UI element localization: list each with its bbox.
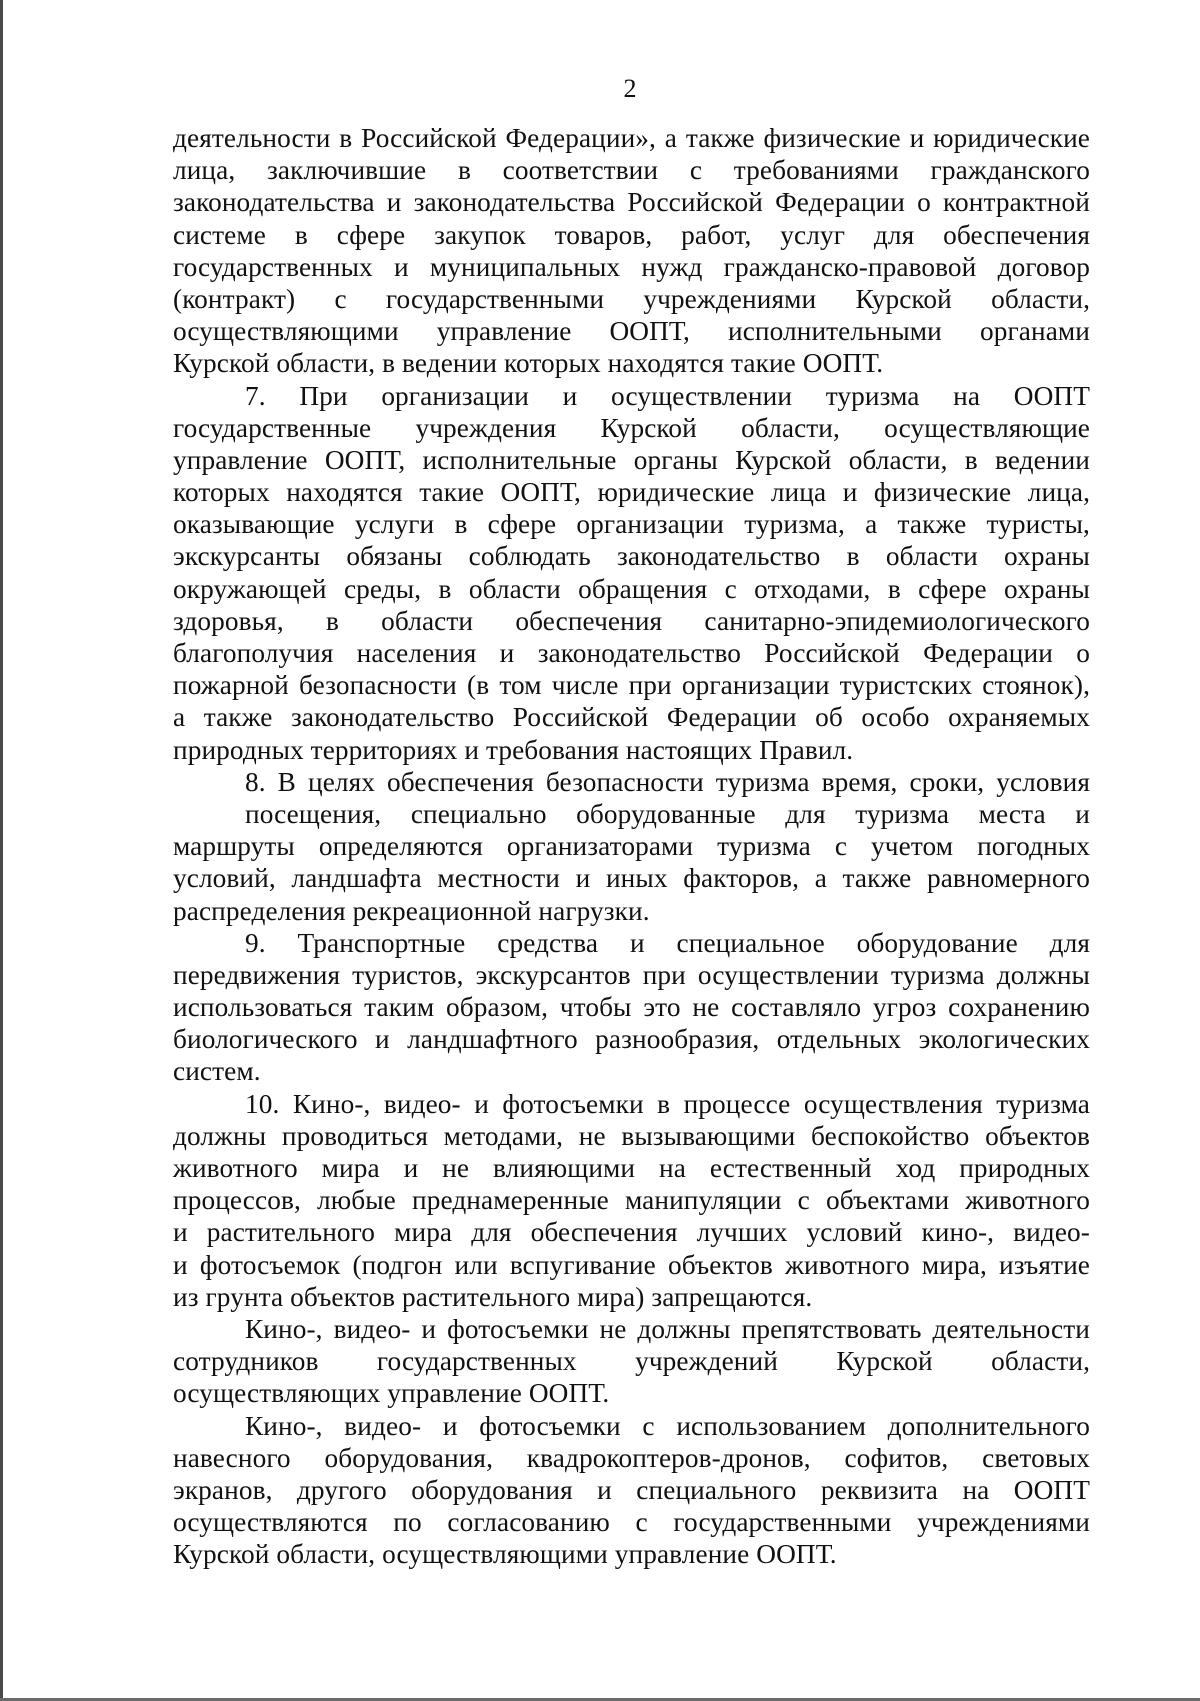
document-body	[173, 122, 1090, 1570]
text-line: 8. В целях обеспечения безопасности туризма время, сроки, условия	[245, 766, 1090, 797]
text-line: условий, ландшафта местности и иных факторов, а также равномерного	[173, 863, 1090, 894]
text-line: которых находятся такие ООПТ, юридические лица и физические лица,	[173, 477, 1090, 508]
text-line: законодательства и законодательства Российской Федерации о контрактной	[173, 187, 1090, 218]
text-line: Курской области, в ведении которых находятся такие ООПТ.	[173, 348, 884, 379]
text-line: сотрудников государственных учреждений Курской области,	[173, 1346, 1090, 1377]
text-line: осуществляются по согласованию с государственными учреждениями	[173, 1507, 1090, 1538]
text-line: маршруты определяются организаторами туризма с учетом погодных	[173, 831, 1090, 862]
text-line: благополучия населения и законодательство Российской Федерации о	[173, 638, 1090, 668]
text-line: пожарной безопасности (в том числе при организации туристских стоянок),	[173, 670, 1090, 701]
text-line: животного мира и не влияющими на естественный ход природных	[173, 1153, 1090, 1183]
text-line: лица, заключившие в соответствии с требованиями гражданского	[173, 155, 1090, 186]
text-line: окружающей среды, в области обращения с отходами, в сфере охраны	[173, 573, 1090, 604]
text-line: управление ООПТ, исполнительные органы Курской области, в ведении	[173, 444, 1090, 475]
text-line: и растительного мира для обеспечения лучших условий кино-, видео-	[173, 1217, 1090, 1248]
text-line: а также законодательство Российской Федерации об особо охраняемых	[173, 702, 1090, 733]
text-line: деятельности в Российской Федерации», а также физические и юридические	[173, 123, 1090, 153]
text-line: систем.	[173, 1056, 261, 1087]
text-line: из грунта объектов растительного мира) запрещаются.	[173, 1281, 813, 1312]
text-line: системе в сфере закупок товаров, работ, услуг для обеспечения	[173, 219, 1090, 250]
text-line: передвижения туристов, экскурсантов при осуществлении туризма должны	[173, 959, 1090, 990]
text-line: оказывающие услуги в сфере организации туризма, а также туристы,	[173, 509, 1090, 540]
text-line: должны проводиться методами, не вызывающими беспокойство объектов	[173, 1120, 1090, 1151]
text-line: биологического и ландшафтного разнообразия, отдельных экологических	[173, 1024, 1090, 1055]
text-line: Кино-, видео- и фотосъемки не должны препятствовать деятельности	[245, 1313, 1090, 1344]
text-line: осуществляющих управление ООПТ.	[173, 1378, 610, 1409]
text-line: (контракт) с государственными учреждениями Курской области,	[173, 283, 1090, 314]
page-number: 2	[623, 74, 637, 103]
text-line: Кино-, видео- и фотосъемки с использованием дополнительного	[245, 1410, 1090, 1441]
text-line: 9. Транспортные средства и специальное оборудование для	[245, 927, 1090, 958]
text-line: государственных и муниципальных нужд гражданско-правовой договор	[173, 251, 1090, 282]
text-line: посещения, специально оборудованные для туризма места и	[245, 798, 1090, 829]
text-line: распределения рекреационной нагрузки.	[173, 895, 650, 926]
text-line: здоровья, в области обеспечения санитарно-эпидемиологического	[173, 605, 1090, 636]
scan-border-left	[0, 0, 3, 1701]
text-line: 7. При организации и осуществлении туризма на ООПТ	[245, 380, 1090, 411]
text-line: использоваться таким образом, чтобы это не составляло угроз сохранению	[173, 992, 1090, 1023]
text-line: природных территориях и требования настоящих Правил.	[173, 734, 854, 765]
text-line: экранов, другого оборудования и специального реквизита на ООПТ	[173, 1474, 1090, 1505]
text-line: государственные учреждения Курской области, осуществляющие	[173, 412, 1090, 443]
text-line: и фотосъемок (подгон или вспугивание объектов животного мира, изъятие	[173, 1249, 1090, 1280]
text-line: осуществляющими управление ООПТ, исполнительными органами	[173, 316, 1090, 347]
text-line: навесного оборудования, квадрокоптеров-дронов, софитов, световых	[173, 1442, 1090, 1473]
text-line: экскурсанты обязаны соблюдать законодательство в области охраны	[173, 541, 1090, 572]
text-line: процессов, любые преднамеренные манипуляции с объектами животного	[173, 1185, 1090, 1216]
text-line: Курской области, осуществляющими управление ООПТ.	[173, 1539, 837, 1570]
text-line: 10. Кино-, видео- и фотосъемки в процессе осуществления туризма	[245, 1088, 1090, 1119]
